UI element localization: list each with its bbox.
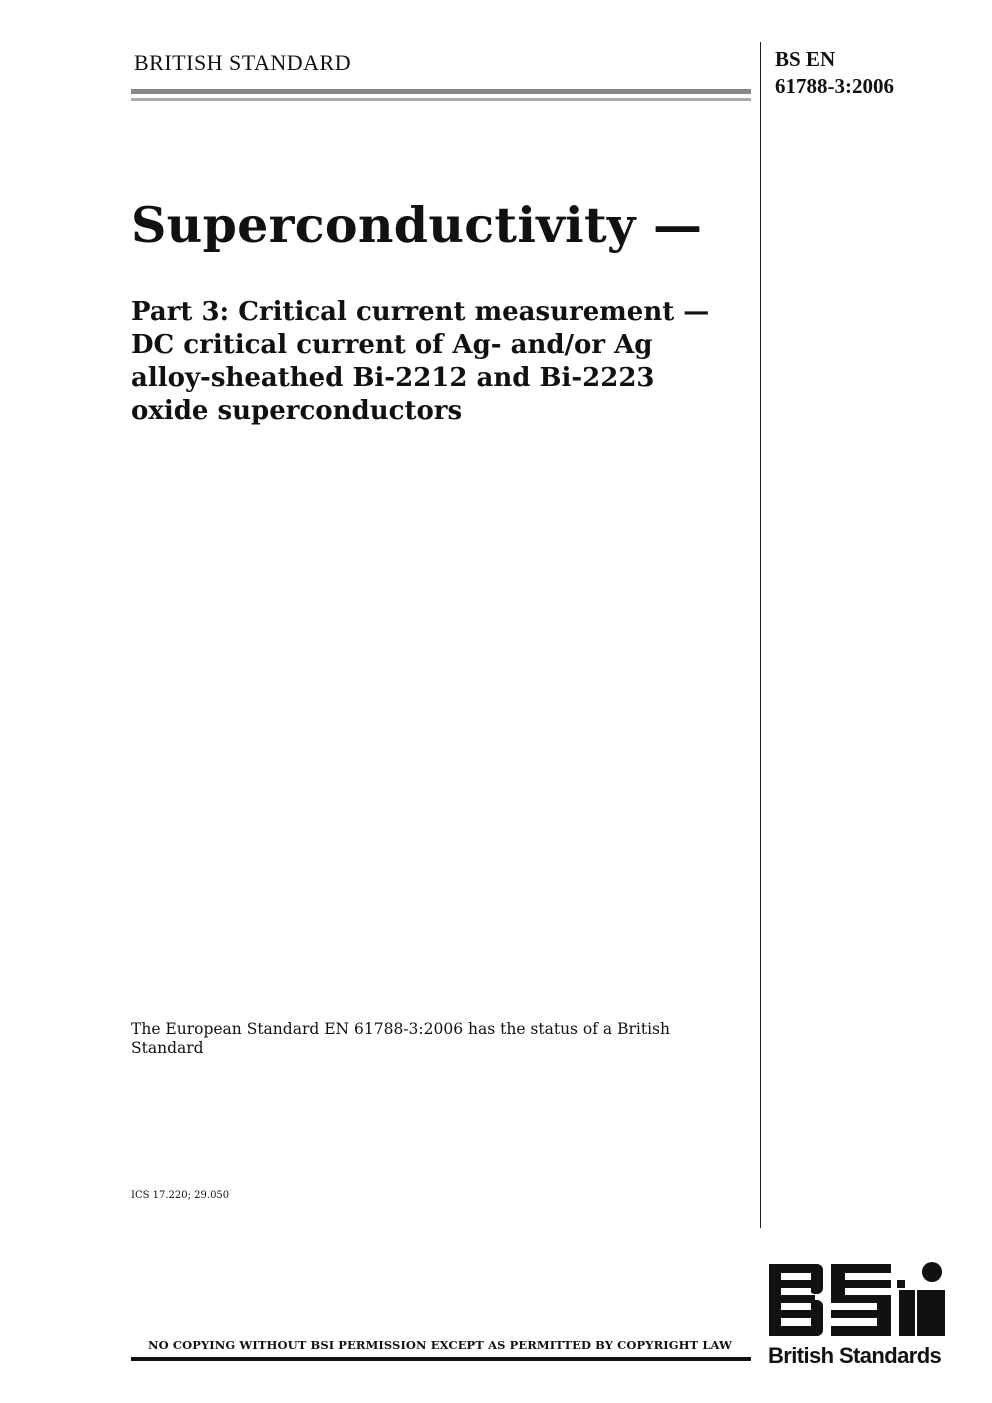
- footer-rule: [131, 1357, 751, 1361]
- ics-code: ICS 17.220; 29.050: [131, 1190, 230, 1201]
- series-label: BRITISH STANDARD: [134, 50, 352, 75]
- bsi-logo-caption: British Standards: [768, 1343, 942, 1368]
- status-statement: The European Standard EN 61788-3:2006 has the status of a British Standard: [131, 1020, 670, 1057]
- header-rule-thick: [131, 89, 751, 94]
- document-title: Superconductivity —: [131, 196, 703, 254]
- vertical-divider: [760, 42, 761, 1228]
- header-rule-thin: [131, 98, 751, 101]
- subtitle-line: Part 3: Critical current measurement —: [131, 297, 710, 327]
- document-subtitle: [131, 296, 756, 428]
- subtitle-line: alloy-sheathed Bi-2212 and Bi-2223: [131, 363, 655, 393]
- standard-number-prefix: BS EN: [775, 47, 836, 71]
- standard-number: [775, 46, 894, 100]
- standard-number-code: 61788-3:2006: [775, 74, 894, 98]
- subtitle-line: oxide superconductors: [131, 396, 463, 426]
- subtitle-line: DC critical current of Ag- and/or Ag: [131, 330, 653, 360]
- copyright-notice: NO COPYING WITHOUT BSI PERMISSION EXCEPT AS PERMITTED BY COPYRIGHT LAW: [148, 1338, 733, 1352]
